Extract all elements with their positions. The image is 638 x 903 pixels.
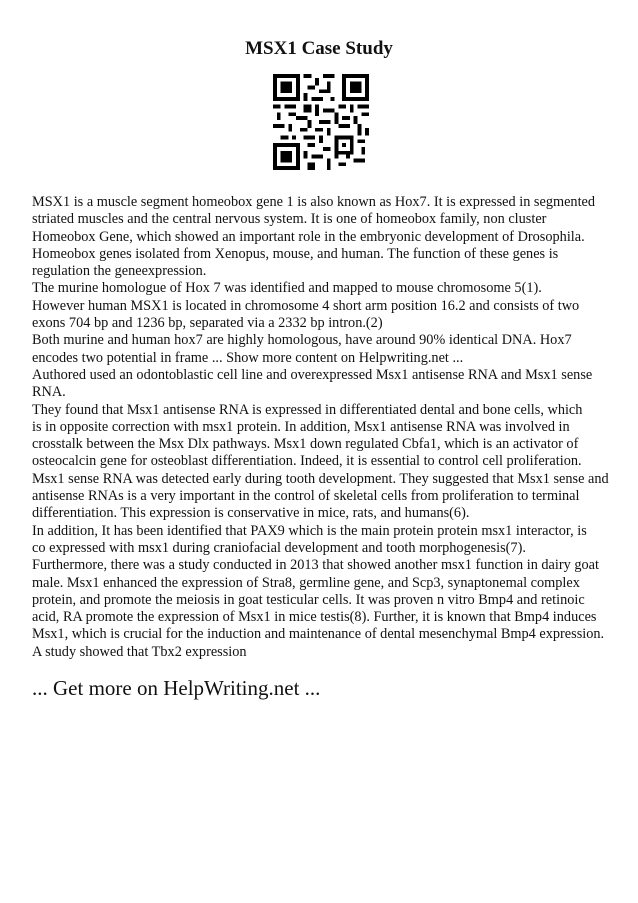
body-text-line: protein, and promote the meiosis in goat testicular cells. It was proven n vitro Bmp4 and retinoic (32, 591, 585, 608)
body-text-line: In addition, It has been identified that PAX9 which is the main protein protein msx1 interactor, is (32, 522, 587, 539)
body-text (32, 194, 628, 661)
body-text-line: A study showed that Tbx2 expression (32, 643, 247, 660)
body-text-line: co expressed with msx1 during craniofacial development and tooth morphogenesis(7). (32, 539, 526, 556)
body-text-line: Furthermore, there was a study conducted in 2013 that showed another msx1 function in dairy goat (32, 557, 599, 574)
body-text-line: exons 704 bp and 1236 bp, separated via a 2332 bp intron.(2) (32, 315, 383, 332)
body-text-line: Both murine and human hox7 are highly homologous, have around 90% identical DNA. Hox7 (32, 332, 572, 349)
body-text-line: However human MSX1 is located in chromosome 4 short arm position 16.2 and consists of two (32, 297, 580, 314)
body-text-line: They found that Msx1 antisense RNA is expressed in differentiated dental and bone cells, which (32, 401, 583, 418)
body-text-line: regulation the geneexpression. (32, 263, 207, 280)
qr-code[interactable] (273, 74, 369, 170)
body-text-line: striated muscles and the central nervous system. It is one of homeobox family, non cluster (32, 211, 547, 228)
body-text-line: Msx1 sense RNA was detected early during tooth development. They suggested that Msx1 sense and (32, 470, 609, 487)
body-text-line: antisense RNAs is a very important in the control of skeletal cells from proliferation to terminal (32, 488, 580, 505)
body-text-line: Homeobox Gene, which showed an important role in the embryonic development of Drosophila. (32, 228, 585, 245)
body-text-line: The murine homologue of Hox 7 was identified and mapped to mouse chromosome 5(1). (32, 280, 542, 297)
body-text-line: RNA. (32, 384, 66, 401)
body-text-line: crosstalk between the Msx Dlx pathways. Msx1 down regulated Cbfa1, which is an activator of (32, 436, 579, 453)
page-title: MSX1 Case Study (245, 38, 393, 59)
get-more-link[interactable]: ... Get more on HelpWriting.net ... (32, 676, 321, 700)
body-text-line: male. Msx1 enhanced the expression of Stra8, germline gene, and Scp3, synaptonemal complex (32, 574, 580, 591)
body-text-line: Homeobox genes isolated from Xenopus, mouse, and human. The function of these genes is (32, 245, 559, 262)
body-text-line: is in opposite correction with msx1 protein. In addition, Msx1 antisense RNA was involved in (32, 418, 570, 435)
body-text-line: MSX1 is a muscle segment homeobox gene 1 is also known as Hox7. It is expressed in segmented (32, 194, 596, 210)
body-text-line: acid, RA promote the expression of Msx1 in mice testis(8). Further, it is known that Bmp4 induces (32, 609, 597, 626)
body-text-line: Msx1, which is crucial for the induction and maintenance of dental mesenchymal Bmp4 expression. (32, 626, 605, 643)
body-text-line: Authored used an odontoblastic cell line and overexpressed Msx1 antisense RNA and Msx1 sense (32, 366, 593, 383)
body-text-line: differentiation. This expression is conservative in mice, rats, and humans(6). (32, 505, 470, 522)
body-text-line: osteocalcin gene for osteoblast differentiation. Indeed, it is essential to control cell proliferation. (32, 453, 582, 470)
body-text-line: encodes two potential in frame ... Show more content on Helpwriting.net ... (32, 349, 464, 366)
